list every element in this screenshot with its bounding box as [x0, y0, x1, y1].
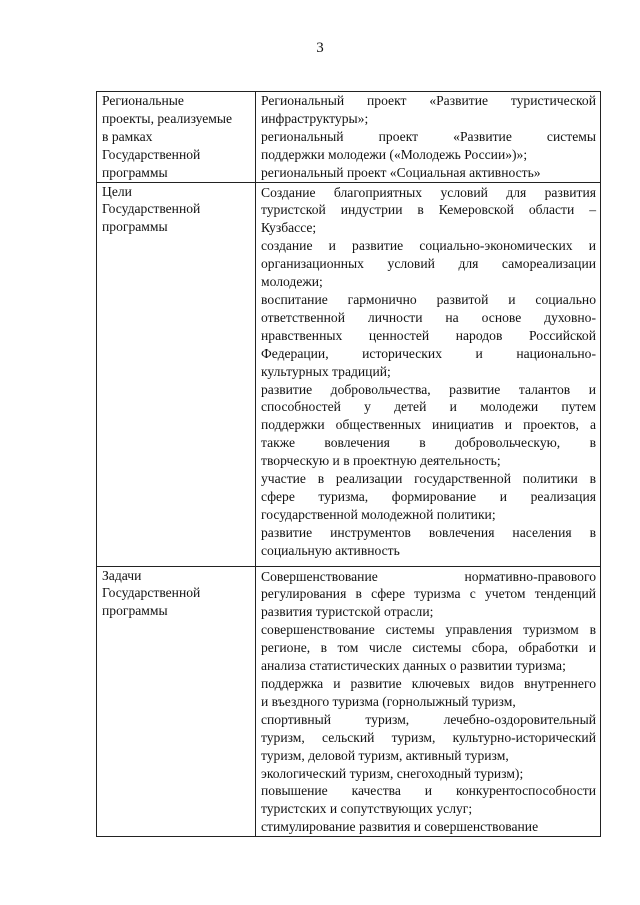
cell-text-line: туристской индустрии в Кемеровской области –	[261, 202, 596, 218]
cell-text-line: Совершенствование нормативно-правового	[261, 568, 596, 584]
label-text-line: Задачи	[102, 567, 142, 583]
cell-text-line: организационных условий для самореализации	[261, 256, 596, 272]
label-text-line: программы	[102, 219, 168, 235]
cell-text-line: социальную активность	[261, 542, 400, 558]
cell-text-line: региональный проект «Социальная активность»	[261, 164, 541, 180]
cell-text-line: стимулирование развития и совершенствование	[261, 819, 539, 835]
cell-text-line: Федерации, исторических и национально-	[261, 345, 596, 361]
cell-text-line: молодежи;	[261, 274, 323, 290]
cell-text-line: экологический туризм, снегоходный туризм);	[261, 765, 524, 781]
table-row-goals	[97, 182, 601, 566]
cell-text-line: спортивный туризм, лечебно-оздоровительный	[261, 711, 596, 727]
cell-text-line: культурных традиций;	[261, 363, 391, 379]
program-passport-table	[96, 91, 601, 837]
row-label-regional-projects	[97, 92, 256, 183]
cell-text-line: развитие инструментов вовлечения населения в	[261, 524, 596, 540]
cell-text-line: совершенствование системы управления туризмом в	[261, 622, 596, 638]
cell-text-line: творческую и в проектную деятельность;	[261, 453, 501, 469]
cell-text-line: поддержка и развитие ключевых видов внутреннего	[261, 675, 596, 691]
label-text-line: Цели	[102, 183, 132, 199]
label-text-line: программы	[102, 603, 168, 619]
cell-text-line: развитие добровольчества, развитие талантов и	[261, 381, 596, 397]
cell-text-line: инфраструктуры»;	[261, 110, 369, 126]
cell-text-line: туризм, сельский туризм, культурно-исторический	[261, 729, 596, 745]
cell-text-line: анализа статистических данных о развитии туризма;	[261, 658, 566, 674]
cell-text-line: регионе, в том числе системы сбора, обработки и	[261, 640, 596, 656]
row-value-regional-projects	[256, 92, 601, 183]
cell-text-line: Создание благоприятных условий для развития	[261, 184, 596, 200]
label-text-line: в рамках	[102, 128, 153, 144]
label-text-line: Региональные	[102, 93, 184, 108]
row-label-tasks	[97, 566, 256, 837]
label-text-line: проекты, реализуемые	[102, 110, 233, 126]
cell-text-line: туристских и сопутствующих услуг;	[261, 801, 473, 817]
label-text-line: Государственной	[102, 146, 201, 162]
row-label-goals	[97, 182, 256, 566]
cell-text-line: Региональный проект «Развитие туристической	[261, 93, 596, 108]
cell-text-line: поддержки молодежи («Молодежь России»)»;	[261, 146, 528, 162]
label-text-line: Государственной	[102, 201, 201, 217]
cell-text-line: также вовлечения в добровольческую, в	[261, 435, 596, 451]
cell-text-line: нравственных ценностей народов Российской	[261, 327, 596, 343]
cell-text-line: Кузбассе;	[261, 220, 317, 236]
cell-text-line: способностей у детей и молодежи путем	[261, 399, 596, 415]
row-value-goals	[256, 182, 601, 566]
cell-text-line: повышение качества и конкурентоспособности	[261, 783, 596, 799]
label-text-line: Государственной	[102, 585, 201, 601]
label-text-line: программы	[102, 164, 168, 180]
page-number: 3	[316, 40, 324, 56]
cell-text-line: развития туристской отрасли;	[261, 604, 434, 620]
cell-text-line: ответственной личности на основе духовно-	[261, 309, 596, 325]
cell-text-line: воспитание гармонично развитой и социально	[261, 291, 596, 307]
cell-text-line: и въездного туризма (горнолыжный туризм,	[261, 693, 516, 709]
cell-text-line: государственной молодежной политики;	[261, 506, 496, 522]
cell-text-line: регулирования в сфере туризма с учетом тенденций	[261, 586, 596, 602]
table-row-tasks	[97, 566, 601, 837]
cell-text-line: создание и развитие социально-экономических и	[261, 238, 596, 254]
cell-text-line: туризм, деловой туризм, активный туризм,	[261, 747, 509, 763]
row-value-tasks	[256, 566, 601, 837]
cell-text-line: поддержки общественных инициатив и проектов, а	[261, 417, 596, 433]
cell-text-line: сфере туризма, формирование и реализация	[261, 488, 596, 504]
cell-text-line: участие в реализации государственной политики в	[261, 471, 596, 487]
table-row-regional-projects	[97, 92, 601, 183]
cell-text-line: региональный проект «Развитие системы	[261, 128, 596, 144]
